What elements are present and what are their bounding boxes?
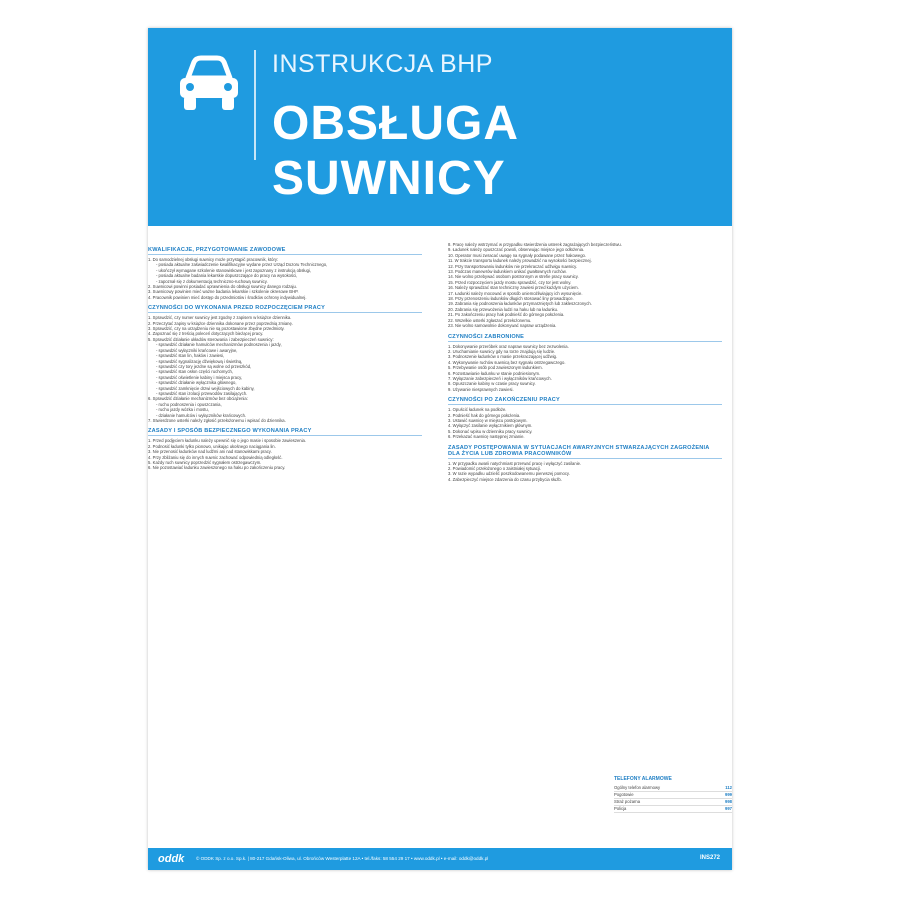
phone-label: Ogólny telefon alarmowy xyxy=(614,785,661,790)
instruction-item: 17. Ładunki należy mocować w sposób uniemożliwiający ich wysunięcie. xyxy=(448,290,583,296)
instruction-item: 12. Przy transportowaniu ładunków nie przekraczać udźwigu suwnicy. xyxy=(448,263,578,269)
instruction-item: - sprawdzić działanie wyłącznika głównego, xyxy=(156,380,237,386)
instruction-sheet xyxy=(148,28,732,870)
document-kicker: INSTRUKCJA BHP xyxy=(272,50,493,78)
phone-row xyxy=(614,799,732,806)
instruction-item: 14. Nie wolno przebywać osobom postronnym w strefie pracy suwnicy. xyxy=(448,274,579,280)
instruction-item: 2. Przeczytać zapisy w książce dziennika dokonane przez poprzednią zmianę. xyxy=(148,320,294,326)
section-heading: CZYNNOŚCI ZABRONIONE xyxy=(448,334,722,342)
instruction-item: 3. W razie wypadku udzielić poszkodowanemu pierwszej pomocy. xyxy=(448,471,570,477)
phone-number: 997 xyxy=(725,806,732,811)
instruction-item: 3. Ustawić suwnicę w miejscu postojowym. xyxy=(448,417,528,423)
phone-number: 999 xyxy=(725,792,732,797)
instruction-item: 1. Opuścić ładunek na podłoże. xyxy=(448,407,507,413)
phone-label: Pogotowie xyxy=(614,792,634,797)
instruction-item: - działanie hamulców i wyłączników krańcowych. xyxy=(156,412,247,418)
instruction-item: 19. Zabrania się podnoszenia ładunków przymarzniętych lub zakleszczonych. xyxy=(448,301,592,307)
phone-row xyxy=(614,806,732,813)
instruction-item: - zapoznał się z dokumentacją techniczno-ruchową suwnicy. xyxy=(156,278,268,284)
instruction-item: - posiada aktualne badania lekarskie dopuszczające do pracy na wysokości, xyxy=(156,273,298,279)
section-heading: ZASADY I SPOSÓB BEZPIECZNEGO WYKONANIA PRACY xyxy=(148,428,422,436)
instruction-item: 15. Przed rozpoczęciem jazdy mostu sprawdzić, czy tor jest wolny. xyxy=(448,279,572,285)
instruction-item: - posiada aktualne zaświadczenie kwalifikacyjne wydane przez Urząd Dozoru Technicznego, xyxy=(156,262,328,268)
instruction-item: 9. Używanie niesprawnych zawiesi. xyxy=(448,386,514,392)
instruction-item: 5. Dokonać wpisu w dzienniku pracy suwnicy. xyxy=(448,428,533,434)
instruction-item: 1. Do samodzielnej obsługi suwnicy może przystąpić pracownik, który: xyxy=(148,257,279,262)
instruction-item: 2. Podnosić ładunki tylko pionowo, unikając ukośnego naciągania lin. xyxy=(148,443,276,449)
instruction-item: 11. W trakcie transportu ładunek należy prowadzić na wysokości bezpiecznej. xyxy=(448,258,592,264)
instruction-item: - ukończył wymagane szkolenie stanowiskowe i jest zapoznany z instrukcją obsługi, xyxy=(156,267,312,273)
instruction-item: 6. Przekazać suwnicę następnej zmianie. xyxy=(448,434,525,440)
phone-number: 998 xyxy=(725,799,732,804)
instruction-item: 2. Podnieść hak do górnego położenia. xyxy=(448,412,521,418)
left-column xyxy=(148,242,422,471)
instruction-item: 4. Wyłączyć zasilanie wyłącznikiem głównym. xyxy=(448,423,533,429)
instruction-item: - sprawdzić wyłączniki krańcowe i awaryjne, xyxy=(156,347,238,353)
footer-bar xyxy=(148,848,732,870)
header-banner xyxy=(148,28,732,226)
instruction-item: 3. Suwnicowy powinien mieć ważne badania lekarskie i szkolenie okresowe BHP. xyxy=(148,289,299,295)
instruction-item: 6. Nie pozostawiać ładunku zawieszonego na haku po zakończeniu pracy. xyxy=(148,465,286,471)
phone-label: Policja xyxy=(614,806,627,811)
instruction-item: - ruchu podnoszenia i opuszczania, xyxy=(156,401,222,407)
instruction-item: 16. Należy sprawdzać stan techniczny zawiesi przed każdym użyciem. xyxy=(448,285,579,291)
instruction-item: - sprawdzić stan lin, haków i zawiesi, xyxy=(156,353,225,359)
instruction-item: 6. Pozostawianie ładunku w stanie podniesionym. xyxy=(448,370,541,376)
phone-label: Straż pożarna xyxy=(614,799,641,804)
document-code: INS272 xyxy=(699,855,720,861)
instruction-item: 3. Nie przenosić ładunków nad ludźmi ani nad stanowiskami pracy. xyxy=(148,449,272,455)
instruction-item: 8. Opuszczanie kabiny w czasie pracy suwnicy. xyxy=(448,381,536,387)
instruction-item: 7. Wyłączanie zabezpieczeń i wyłączników krańcowych. xyxy=(448,375,552,381)
instruction-item: 13. Podczas manewrów ładunkiem unikać gwałtownych ruchów. xyxy=(448,269,567,275)
instruction-item: 9. Ładunek należy opuszczać powoli, obserwując miejsce jego odłożenia. xyxy=(448,247,585,253)
section-heading: CZYNNOŚCI DO WYKONANIA PRZED ROZPOCZĘCIEM PRACY xyxy=(148,305,422,313)
instruction-item: 4. Zapoznać się z treścią poleceń dotyczących bieżącej pracy. xyxy=(148,331,264,337)
section-heading: KWALIFIKACJE, PRZYGOTOWANIE ZAWODOWE xyxy=(148,247,422,255)
right-column xyxy=(448,242,722,482)
instruction-item: 5. Przebywanie osób pod zawieszonym ładunkiem. xyxy=(448,365,543,371)
instruction-item: 2. Uruchamianie suwnicy gdy na torze znajdują się ludzie. xyxy=(448,348,556,354)
instruction-item: 1. W przypadku awarii natychmiast przerwać pracę i wyłączyć zasilanie. xyxy=(448,460,582,466)
section-heading: ZASADY POSTĘPOWANIA W SYTUACJACH AWARYJNYCH STWARZAJĄCYCH ZAGROŻENIA DLA ŻYCIA LUB ZDROWIA PRACOWNIKÓW xyxy=(448,445,722,459)
oddk-logo: oddk xyxy=(158,853,185,865)
instruction-item: 3. Podnoszenie ładunków o masie przekraczającej udźwig. xyxy=(448,354,558,360)
instruction-item: 18. Przy przenoszeniu ładunków długich stosować liny prowadzące. xyxy=(448,296,574,302)
instruction-item: 2. Suwnicowi powinni posiadać uprawnienia do obsługi suwnicy danego rodzaju. xyxy=(148,284,297,290)
instruction-item: 7. Stwierdzone usterki należy zgłosić przełożonemu i wpisać do dziennika. xyxy=(148,417,286,423)
instruction-item: - sprawdzić oświetlenie kabiny i miejsca pracy, xyxy=(156,374,243,380)
section-heading: CZYNNOŚCI PO ZAKOŃCZENIU PRACY xyxy=(448,397,722,405)
instruction-item: 10. Operator musi zwracać uwagę na sygnały podawane przez hakowego. xyxy=(448,252,587,258)
instruction-item: - sprawdzić czy tory jezdne są wolne od przeszkód, xyxy=(156,363,252,369)
instruction-item: - sprawdzić stan izolacji przewodów zasilających. xyxy=(156,390,248,396)
instruction-item: - sprawdzić stan osłon części ruchomych, xyxy=(156,369,234,375)
instruction-item: 1. Przed podjęciem ładunku należy upewnić się o jego masie i sposobie zawieszenia. xyxy=(148,438,307,444)
banner-divider xyxy=(254,50,256,160)
phone-row xyxy=(614,785,732,792)
phone-row xyxy=(614,792,732,799)
instruction-item: - ruchu jazdy wózka i mostu, xyxy=(156,407,209,413)
phones-heading: TELEFONY ALARMOWE xyxy=(614,776,672,782)
instruction-item: 4. Pracownik powinien mieć dostęp do przedmiotów i środków ochrony indywidualnej. xyxy=(148,294,307,300)
instruction-item: 8. Pracę należy wstrzymać w przypadku stwierdzenia usterek zagrażających bezpieczeństwu. xyxy=(448,242,622,247)
footer-address: © ODDK Sp. z o.o. Sp.k. | 80-217 Gdańsk-Oliwa, ul. Obrońców Westerplatte 12A • tel./faks: 58 554 29 17 • www.oddk.pl • e-mail: oddk@oddk.pl xyxy=(196,856,489,861)
instruction-item: 2. Powiadomić przełożonego o zaistniałej sytuacji. xyxy=(448,466,541,471)
instruction-item: 21. Po zakończeniu pracy hak podnieść do górnego położenia. xyxy=(448,312,565,318)
instruction-item: 22. Wszelkie usterki zgłaszać przełożonemu. xyxy=(448,317,532,323)
car-icon xyxy=(176,50,242,114)
instruction-item: 20. Zabrania się przewożenia ludzi na haku lub na ładunku. xyxy=(448,306,559,312)
phone-number: 112 xyxy=(725,785,732,790)
instruction-item: 4. Zabezpieczyć miejsce zdarzenia do czasu przybycia służb. xyxy=(448,476,562,482)
instruction-item: 3. Sprawdzić, czy na urządzeniu nie są pozostawione zbędne przedmioty. xyxy=(148,326,285,332)
document-title: OBSŁUGA SUWNICY xyxy=(272,97,518,205)
instruction-item: - sprawdzić zamknięcie drzwi wejściowych do kabiny, xyxy=(156,385,255,391)
instruction-item: - sprawdzić działanie hamulców mechanizmów podnoszenia i jazdy, xyxy=(156,342,282,348)
instruction-item: - sprawdzić sygnalizację dźwiękową i świetlną, xyxy=(156,358,243,364)
instruction-item: 4. Przy zbliżaniu się do innych suwnic zachować odpowiednią odległość. xyxy=(148,454,283,460)
instruction-item: 1. Sprawdzić, czy numer suwnicy jest zgodny z zapisem w książce dziennika. xyxy=(148,315,292,321)
instruction-item: 23. Nie wolno samowolnie dokonywać napraw urządzenia. xyxy=(448,323,557,329)
instruction-item: 1. Dokonywanie przeróbek oraz napraw suwnicy bez zezwolenia. xyxy=(448,343,569,349)
instruction-item: 5. Sprawdzić działanie układów sterowania i zabezpieczeń suwnicy: xyxy=(148,336,274,342)
instruction-item: 6. Sprawdzić działanie mechanizmów bez obciążenia: xyxy=(148,396,248,402)
emergency-phones xyxy=(614,776,732,813)
instruction-item: 5. Każdy ruch suwnicy poprzedzić sygnałem ostrzegawczym. xyxy=(148,460,262,465)
instruction-item: 4. Wykonywanie ruchów suwnicą bez sygnału ostrzegawczego. xyxy=(448,359,566,365)
